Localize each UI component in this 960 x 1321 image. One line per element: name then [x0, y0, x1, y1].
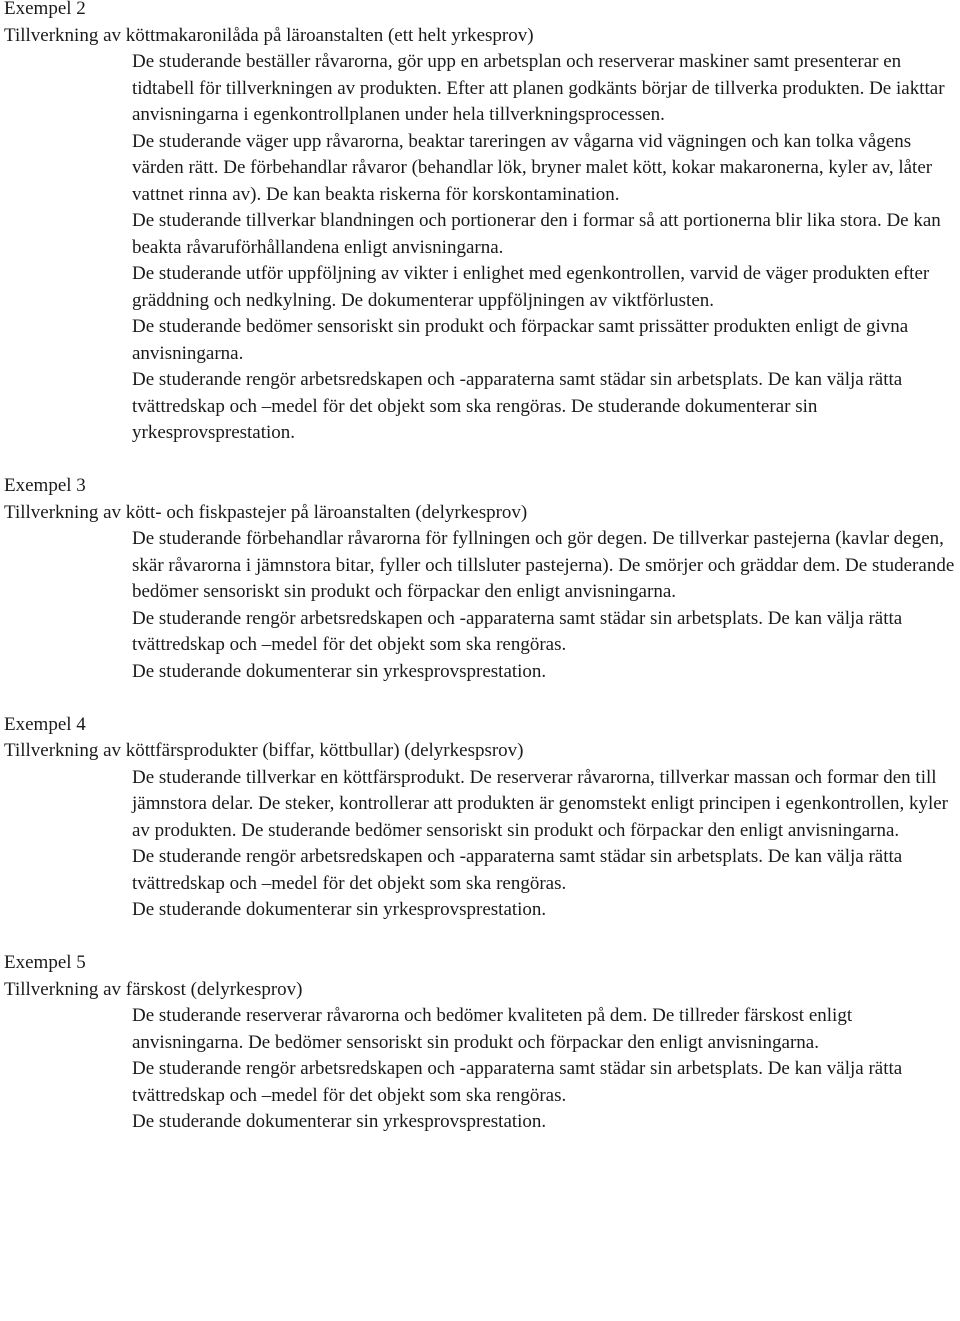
paragraph: De studerande tillverkar blandningen och portionerar den i formar så att portionerna blir lika stora. De kan beakta råvaruförhållandena enligt anvisningarna.: [132, 210, 941, 258]
example-body: [132, 1003, 958, 1136]
example-5: [0, 950, 960, 1136]
example-body: [132, 526, 958, 685]
example-body: [132, 49, 958, 447]
paragraph: De studerande dokumenterar sin yrkesprovsprestation.: [132, 899, 547, 920]
example-heading: Tillverkning av köttfärsprodukter (biffar, köttbullar) (delyrkespsrov): [4, 740, 524, 761]
section-spacer: [0, 447, 960, 474]
example-2: [0, 0, 960, 447]
paragraph: De studerande utför uppföljning av vikter i enlighet med egenkontrollen, varvid de väger produkten efter gräddning och nedkylning. De dokumenterar uppföljningen av viktförlusten.: [132, 263, 930, 311]
paragraph: De studerande rengör arbetsredskapen och -apparaterna samt städar sin arbetsplats. De kan välja rätta tvättredskap och –medel för det objekt som ska rengöras.: [132, 846, 903, 894]
example-title: Exempel 2: [4, 0, 86, 19]
paragraph: De studerande väger upp råvarorna, beaktar tareringen av vågarna vid vägningen och kan tolka vågens värden rätt. De förbehandlar råvaror (behandlar lök, bryner malet kött, kokar makaronerna, kyler av, låter vattnet rinna av). De kan beakta riskerna för korskontamination.: [132, 130, 933, 205]
paragraph: De studerande rengör arbetsredskapen och -apparaterna samt städar sin arbetsplats. De kan välja rätta tvättredskap och –medel för det objekt som ska rengöras.: [132, 1058, 903, 1106]
paragraph: De studerande rengör arbetsredskapen och -apparaterna samt städar sin arbetsplats. De kan välja rätta tvättredskap och –medel för det objekt som ska rengöras.: [132, 607, 903, 655]
example-body: [132, 765, 958, 924]
example-heading: Tillverkning av kött- och fiskpastejer på läroanstalten (delyrkesprov): [4, 501, 528, 523]
paragraph: De studerande förbehandlar råvarorna för fyllningen och gör degen. De tillverkar pastejerna (kavlar degen, skär råvarorna i jämnstora bitar, fyller och tillsluter pastejerna). De smörjer och gräddar dem. De studerande bedömer sensoriskt sin produkt och förpackar den enligt anvisningarna.: [132, 528, 955, 602]
example-3: [0, 473, 960, 685]
paragraph: De studerande tillverkar en köttfärsprodukt. De reserverar råvarorna, tillverkar massan och formar den till jämnstora delar. De steker, kontrollerar att produkten är genomstekt enligt principen i egenkontrollen, kyler av produkten. De studerande bedömer sensoriskt sin produkt och förpackar den enligt anvisningarna.: [132, 766, 948, 841]
paragraph: De studerande bedömer sensoriskt sin produkt och förpackar samt prissätter produkten enligt de givna anvisningarna.: [132, 316, 909, 364]
paragraph: De studerande rengör arbetsredskapen och -apparaterna samt städar sin arbetsplats. De kan välja rätta tvättredskap och –medel för det objekt som ska rengöras. De studerande dokumenterar sin yrkesprovsprestation.: [132, 369, 903, 443]
paragraph: De studerande reserverar råvarorna och bedömer kvaliteten på dem. De tillreder färskost enligt anvisningarna. De bedömer sensoriskt sin produkt och förpackar den enligt anvisningarna.: [132, 1005, 853, 1053]
paragraph: De studerande dokumenterar sin yrkesprovsprestation.: [132, 660, 547, 682]
paragraph: De studerande beställer råvarorna, gör upp en arbetsplan och reserverar maskiner samt presenterar en tidtabell för tillverkningen av produkten. Efter att planen godkänts börjar de tillverka produkten. De iakttar anvisningarna i egenkontrollplanen under hela tillverkningsprocessen.: [132, 51, 945, 125]
example-4: [0, 712, 960, 924]
section-spacer: [0, 924, 960, 951]
example-heading: Tillverkning av köttmakaronilåda på läroanstalten (ett helt yrkesprov): [4, 24, 534, 46]
example-title: Exempel 5: [4, 952, 86, 973]
section-spacer: [0, 685, 960, 712]
example-title: Exempel 3: [4, 475, 86, 496]
paragraph: De studerande dokumenterar sin yrkesprovsprestation.: [132, 1111, 547, 1132]
example-heading: Tillverkning av färskost (delyrkesprov): [4, 978, 303, 1000]
example-title: Exempel 4: [4, 713, 86, 735]
